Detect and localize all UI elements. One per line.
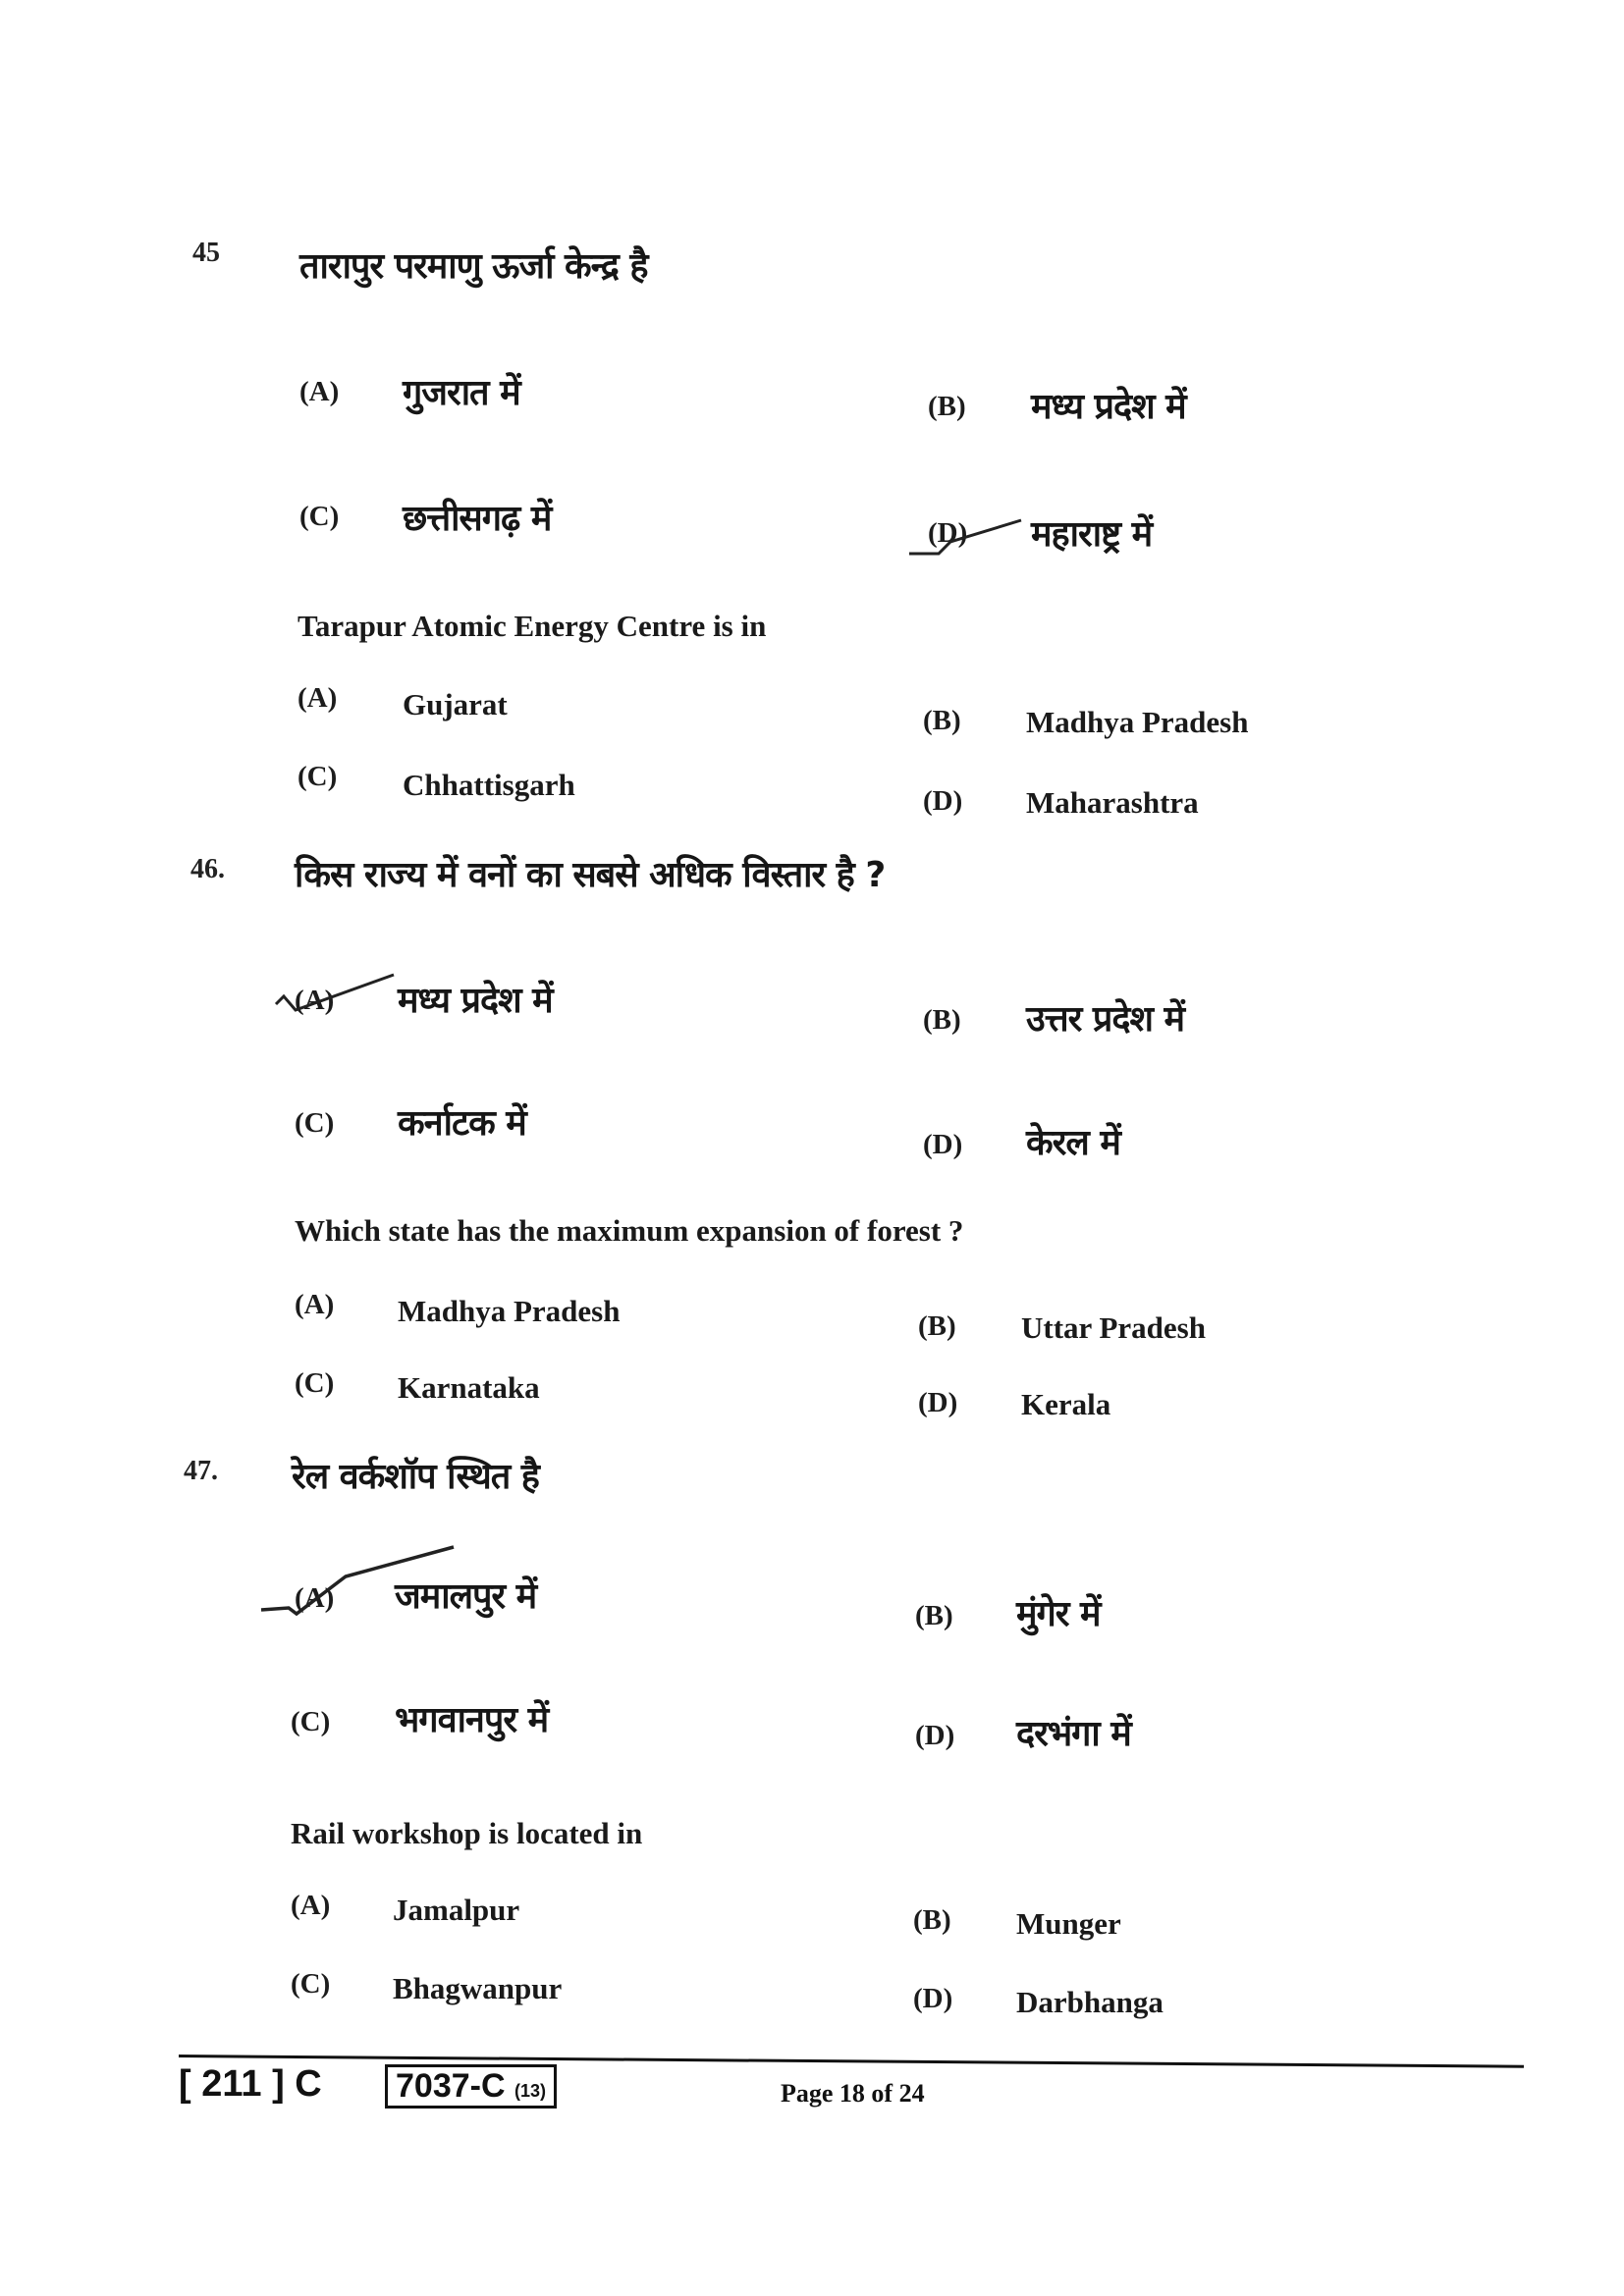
option-label-d-en[interactable]: (D) bbox=[923, 785, 963, 817]
handwritten-tick-mark-icon bbox=[903, 510, 1041, 560]
option-text-b-en: Uttar Pradesh bbox=[1021, 1310, 1206, 1345]
option-label-c[interactable]: (C) bbox=[295, 1107, 335, 1139]
booklet-subcode: (13) bbox=[514, 2081, 546, 2101]
option-text-c-en: Chhattisgarh bbox=[403, 768, 575, 802]
option-text-a-en: Madhya Pradesh bbox=[398, 1294, 621, 1328]
option-text-a-en: Gujarat bbox=[403, 687, 508, 721]
option-label-c[interactable]: (C) bbox=[291, 1706, 331, 1737]
option-label-d[interactable]: (D) bbox=[915, 1720, 955, 1751]
paper-code: [ 211 ] C bbox=[179, 2063, 322, 2105]
option-label-b-en[interactable]: (B) bbox=[923, 705, 961, 736]
option-label-a[interactable]: (A) bbox=[295, 985, 335, 1016]
option-text-d-hindi: महाराष्ट्र में bbox=[1031, 514, 1153, 555]
option-text-c-en: Karnataka bbox=[398, 1370, 540, 1405]
handwritten-tick-mark-icon bbox=[270, 967, 407, 1016]
option-label-b[interactable]: (B) bbox=[915, 1600, 953, 1631]
option-text-d-hindi: केरल में bbox=[1026, 1123, 1120, 1163]
option-label-b[interactable]: (B) bbox=[923, 1004, 961, 1036]
question-text-hindi: तारापुर परमाणु ऊर्जा केन्द्र है bbox=[299, 246, 648, 287]
option-text-b-en: Madhya Pradesh bbox=[1026, 705, 1249, 739]
footer-divider bbox=[179, 2055, 1524, 2068]
option-label-a[interactable]: (A) bbox=[295, 1582, 335, 1614]
option-label-a-en[interactable]: (A) bbox=[291, 1890, 331, 1921]
option-text-b-hindi: मुंगेर में bbox=[1016, 1594, 1101, 1634]
option-label-a-en[interactable]: (A) bbox=[298, 682, 338, 714]
option-text-a-hindi: गुजरात में bbox=[403, 373, 520, 413]
option-text-a-hindi: मध्य प्रदेश में bbox=[398, 981, 553, 1021]
option-label-c[interactable]: (C) bbox=[299, 501, 340, 532]
option-text-d-en: Kerala bbox=[1021, 1387, 1111, 1421]
option-text-b-hindi: मध्य प्रदेश में bbox=[1031, 387, 1186, 427]
option-text-b-hindi: उत्तर प्रदेश में bbox=[1026, 999, 1185, 1040]
option-text-a-hindi: जमालपुर में bbox=[395, 1576, 537, 1617]
option-label-d-en[interactable]: (D) bbox=[913, 1983, 953, 2014]
question-text-english: Which state has the maximum expansion of forest ? bbox=[295, 1213, 964, 1248]
option-label-d[interactable]: (D) bbox=[923, 1129, 963, 1160]
option-text-b-en: Munger bbox=[1016, 1906, 1121, 1941]
option-label-b-en[interactable]: (B) bbox=[918, 1310, 956, 1342]
option-text-d-en: Darbhanga bbox=[1016, 1985, 1164, 2019]
question-number: 46. bbox=[190, 854, 225, 884]
booklet-code-box bbox=[385, 2064, 557, 2109]
option-label-d[interactable]: (D) bbox=[928, 517, 968, 549]
question-number: 47. bbox=[184, 1456, 218, 1486]
question-text-hindi: किस राज्य में वनों का सबसे अधिक विस्तार है ? bbox=[295, 855, 886, 895]
booklet-code: 7037-C bbox=[396, 2067, 506, 2105]
question-text-english: Tarapur Atomic Energy Centre is in bbox=[298, 609, 767, 643]
option-label-a[interactable]: (A) bbox=[299, 376, 340, 407]
option-label-d-en[interactable]: (D) bbox=[918, 1387, 958, 1418]
option-text-c-hindi: भगवानपुर में bbox=[395, 1700, 549, 1740]
page-number: Page 18 of 24 bbox=[781, 2079, 925, 2108]
option-text-a-en: Jamalpur bbox=[393, 1893, 520, 1927]
option-label-c-en[interactable]: (C) bbox=[298, 761, 338, 792]
option-label-c-en[interactable]: (C) bbox=[295, 1367, 335, 1399]
handwritten-tick-mark-icon bbox=[257, 1541, 463, 1620]
option-label-c-en[interactable]: (C) bbox=[291, 1968, 331, 2000]
option-label-a-en[interactable]: (A) bbox=[295, 1289, 335, 1320]
option-text-d-hindi: दरभंगा में bbox=[1016, 1714, 1131, 1754]
option-text-d-en: Maharashtra bbox=[1026, 785, 1199, 820]
option-text-c-en: Bhagwanpur bbox=[393, 1971, 563, 2005]
question-number: 45 bbox=[192, 238, 220, 268]
question-text-english: Rail workshop is located in bbox=[291, 1816, 643, 1850]
question-text-hindi: रेल वर्कशॉप स्थित है bbox=[292, 1457, 539, 1497]
option-text-c-hindi: छत्तीसगढ़ में bbox=[403, 499, 552, 539]
option-label-b-en[interactable]: (B) bbox=[913, 1904, 951, 1936]
option-label-b[interactable]: (B) bbox=[928, 391, 966, 422]
option-text-c-hindi: कर्नाटक में bbox=[398, 1103, 526, 1144]
